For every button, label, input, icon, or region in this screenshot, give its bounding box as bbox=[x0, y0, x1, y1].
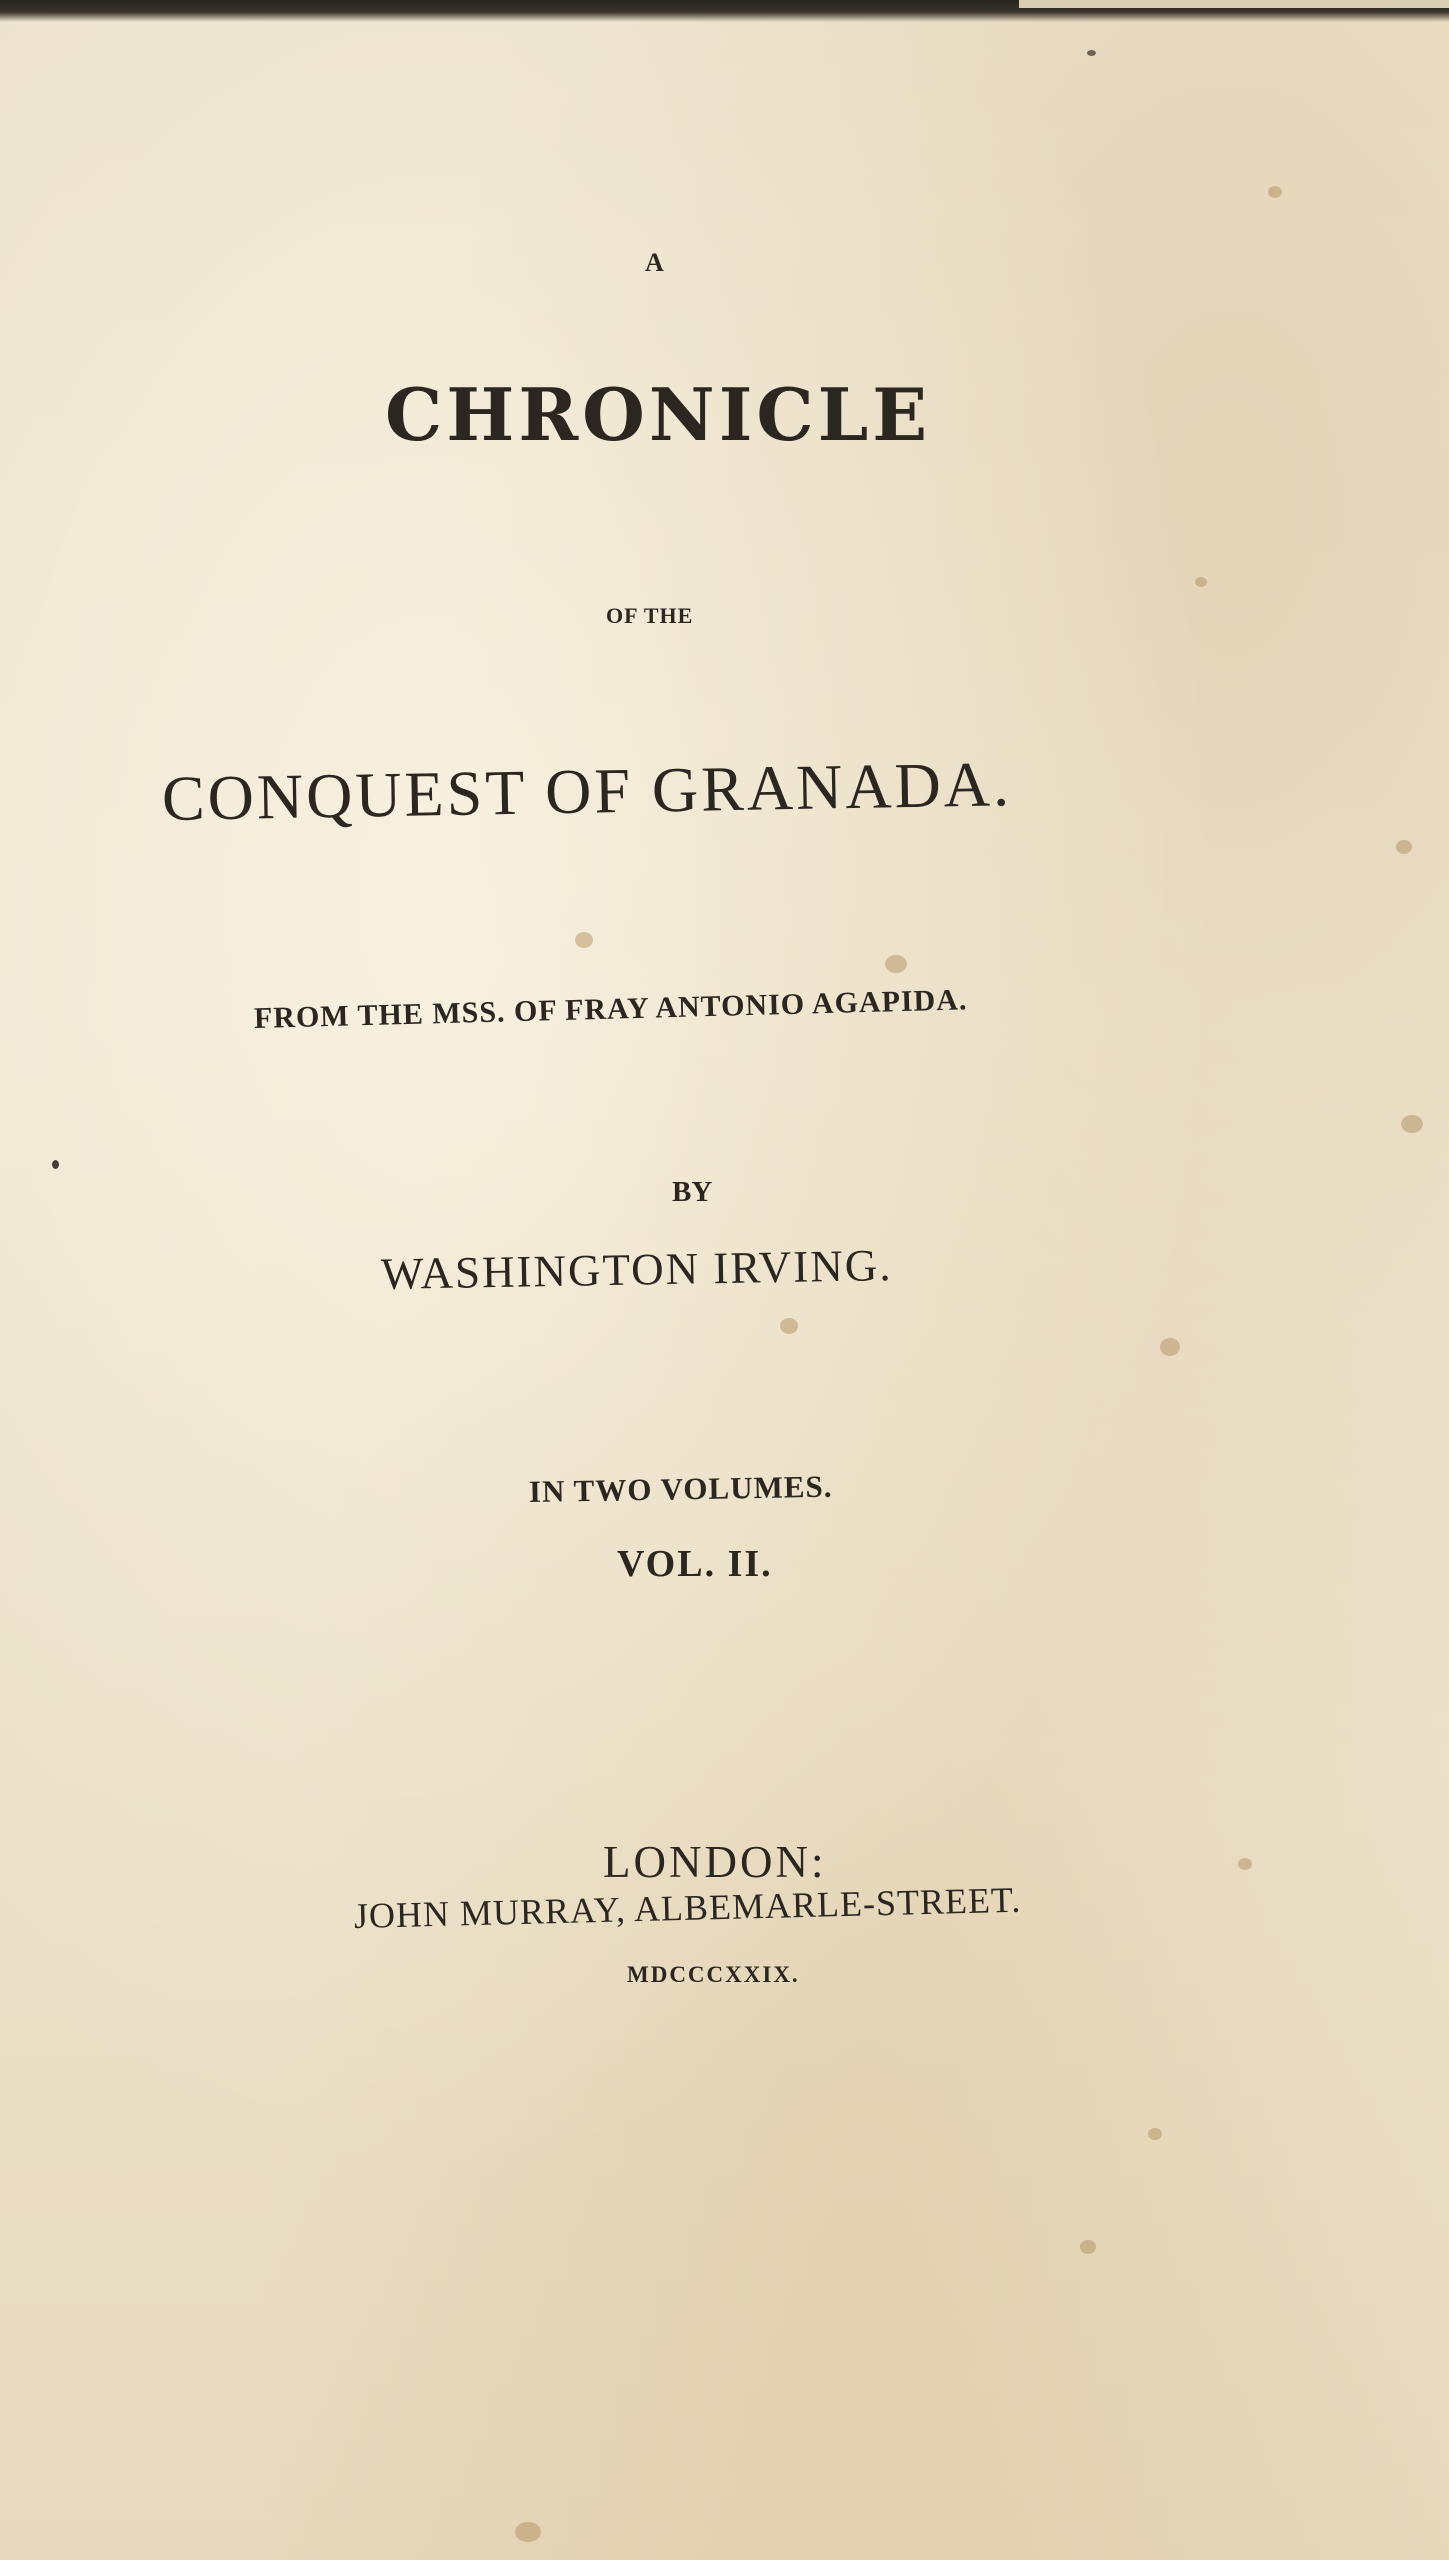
imprint-year: MDCCCXXIX. bbox=[627, 1962, 800, 1987]
page-top-edge-highlight bbox=[1019, 0, 1449, 8]
by-line: BY bbox=[672, 1176, 713, 1208]
foxing-spot bbox=[1195, 577, 1207, 587]
source-line: FROM THE MSS. OF FRAY ANTONIO AGAPIDA. bbox=[253, 983, 968, 1035]
title-connector: OF THE bbox=[606, 603, 694, 628]
foxing-spot bbox=[1401, 1115, 1423, 1133]
foxing-spot bbox=[1080, 2240, 1096, 2254]
foxing-spot bbox=[1087, 50, 1096, 56]
foxing-spot bbox=[1238, 1858, 1252, 1870]
volumes-line: IN TWO VOLUMES. bbox=[528, 1468, 833, 1509]
author-name: WASHINGTON IRVING. bbox=[380, 1240, 893, 1299]
foxing-spot bbox=[575, 932, 593, 948]
foxing-spot bbox=[1268, 186, 1282, 198]
imprint-publisher: JOHN MURRAY, ALBEMARLE-STREET. bbox=[353, 1879, 1022, 1936]
volume-number: VOL. II. bbox=[617, 1543, 773, 1585]
title-subtitle: CONQUEST OF GRANADA. bbox=[161, 748, 1013, 834]
title-main: CHRONICLE bbox=[385, 372, 932, 457]
foxing-spot bbox=[1148, 2128, 1162, 2140]
foxing-spot bbox=[52, 1160, 59, 1169]
foxing-spot bbox=[885, 955, 907, 973]
foxing-spot bbox=[1396, 840, 1412, 854]
foxing-spot bbox=[1160, 1338, 1180, 1356]
title-article: A bbox=[645, 248, 664, 277]
foxing-spot bbox=[515, 2522, 541, 2542]
imprint-city: LONDON: bbox=[603, 1837, 827, 1887]
foxing-spot bbox=[780, 1318, 798, 1334]
